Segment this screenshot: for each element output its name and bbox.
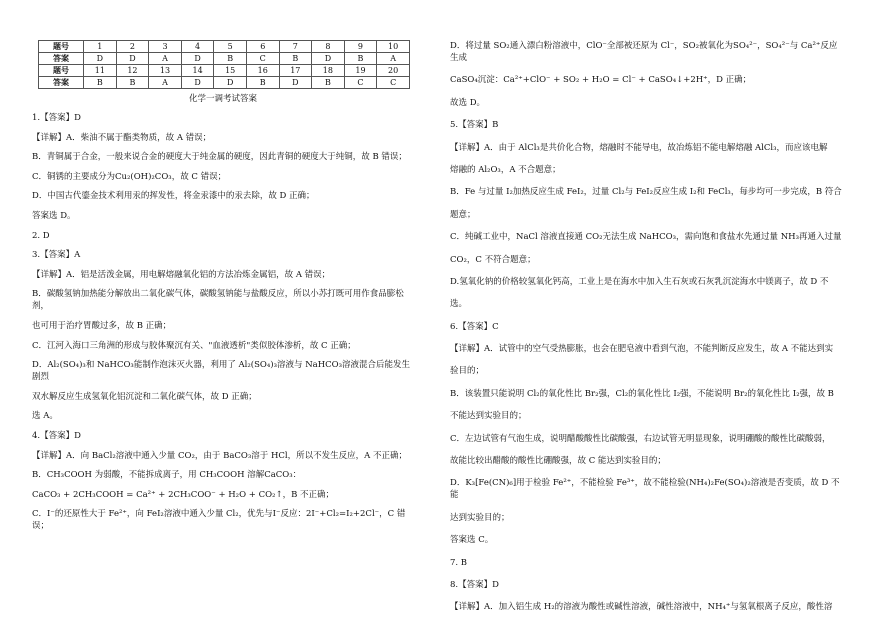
left-column: [32, 40, 414, 540]
text-line: C．I⁻的还原性大于 Fe²⁺，向 FeI₂溶液中通入少量 Cl₂，优先与I⁻反应：2I⁻+Cl₂=I₂+2Cl⁻，C 错误；: [32, 509, 406, 532]
table-cell: 7: [279, 41, 312, 53]
table-cell: B: [344, 53, 377, 65]
text-line: 故能比较出醋酸的酸性比硼酸强，故 C 能达到实验目的；: [450, 456, 666, 467]
text-line: C．江河入海口三角洲的形成与胶体聚沉有关、"血液透析"类似胶体渗析，故 C 正确；: [32, 340, 356, 351]
table-header-cell: 题号: [39, 41, 84, 53]
text-line: 3.【答案】A: [32, 250, 81, 261]
table-cell: D: [279, 77, 312, 89]
text-line: 【详解】A．加入铝生成 H₂的溶液为酸性或碱性溶液，碱性溶液中，NH₄⁺与氢氧根离子反应，酸性溶: [450, 602, 833, 613]
right-column: [450, 40, 842, 624]
text-line: B．碳酸氢钠加热能分解放出二氧化碳气体，碳酸氢钠能与盐酸反应，所以小苏打既可用作食品膨松剂，: [32, 289, 404, 312]
table-cell: 12: [116, 65, 149, 77]
table-cell: 19: [344, 65, 377, 77]
table-cell: B: [312, 77, 345, 89]
table-cell: B: [116, 77, 149, 89]
table-cell: 15: [214, 65, 247, 77]
text-line: 熔融的 Al₂O₃，A 不合题意；: [450, 164, 561, 175]
table-cell: A: [377, 53, 410, 65]
text-line: D．K₃[Fe(CN)₆]用于检验 Fe²⁺，不能检验 Fe³⁺，故不能检验(NH₄)₂Fe(SO₄)₂溶液是否变质，故 D 不能: [450, 478, 840, 501]
table-row: [39, 41, 410, 53]
text-line: 4.【答案】D: [32, 430, 81, 441]
text-line: C．铜锈的主要成分为Cu₂(OH)₂CO₃，故 C 错误；: [32, 171, 227, 182]
text-line: 答案选 C。: [450, 535, 494, 546]
document-caption: 化学一调考试答案: [188, 94, 257, 104]
table-cell: A: [149, 53, 182, 65]
table-row: [39, 77, 410, 89]
table-cell: 16: [246, 65, 279, 77]
table-cell: B: [214, 53, 247, 65]
table-cell: 18: [312, 65, 345, 77]
table-cell: D: [84, 53, 117, 65]
answer-table: [38, 40, 410, 89]
text-line: B．CH₃COOH 为弱酸，不能拆成离子，用 CH₃COOH 溶解CaCO₃：: [32, 470, 302, 481]
text-line: 7. B: [450, 557, 468, 568]
text-line: 【详解】A．试管中的空气受热膨胀，也会在肥皂液中看到气泡，不能判断反应发生，故 A 不能达到实: [450, 344, 834, 355]
table-cell: C: [344, 77, 377, 89]
table-cell: 2: [116, 41, 149, 53]
text-line: C．纯碱工业中，NaCl 溶液直接通 CO₂无法生成 NaHCO₃，需向饱和食盐水先通过量 NH₃再通入过量: [450, 232, 842, 243]
table-cell: A: [149, 77, 182, 89]
text-line: 6.【答案】C: [450, 321, 499, 332]
table-cell: 11: [84, 65, 117, 77]
text-line: 故选 D。: [450, 97, 486, 108]
table-cell: D: [312, 53, 345, 65]
table-cell: 17: [279, 65, 312, 77]
text-line: 1.【答案】D: [32, 113, 81, 123]
left-text-body: [32, 112, 414, 532]
table-cell: B: [246, 77, 279, 89]
table-cell: 14: [181, 65, 214, 77]
table-cell: 4: [181, 41, 214, 53]
text-line: CaSO₄沉淀：Ca²⁺+ClO⁻ + SO₂ + H₂O = Cl⁻ + CaSO₄↓+2H⁺，D 正确；: [450, 75, 752, 86]
table-header-cell: 答案: [39, 53, 84, 65]
text-line: 不能达到实验目的；: [450, 411, 527, 422]
table-cell: B: [279, 53, 312, 65]
text-line: 8.【答案】D: [450, 579, 499, 590]
table-cell: 8: [312, 41, 345, 53]
text-line: D．将过量 SO₂通入漂白粉溶液中，ClO⁻全部被还原为 Cl⁻，SO₂被氧化为SO₄²⁻，SO₄²⁻与 Ca²⁺反应生成: [450, 41, 838, 63]
table-cell: B: [84, 77, 117, 89]
text-line: C．左边试管有气泡生成，说明醋酸酸性比碳酸强，右边试管无明显现象，说明硼酸的酸性比碳酸弱，: [450, 433, 831, 444]
table-cell: 9: [344, 41, 377, 53]
table-row: [39, 53, 410, 65]
text-line: 【详解】A．由于 AlCl₃是共价化合物，熔融时不能导电，故冶炼铝不能电解熔融 AlCl₃，而应该电解: [450, 142, 828, 153]
text-line: 【详解】A．柴油不属于酯类物质，故 A 错误；: [32, 132, 212, 143]
table-row: [39, 65, 410, 77]
text-line: 5.【答案】B: [450, 120, 499, 131]
text-line: D．Al₂(SO₄)₃和 NaHCO₃能制作泡沫灭火器，利用了 Al₂(SO₄)₃溶液与 NaHCO₃溶液混合后能发生剧烈: [32, 360, 411, 383]
text-line: B．Fe 与过量 I₂加热反应生成 FeI₂，过量 Cl₂与 FeI₂反应生成 I₂和 FeCl₃，每步均可一步完成，B 符合: [450, 187, 842, 198]
text-line: B．该装置只能说明 Cl₂的氧化性比 Br₂强，Cl₂的氧化性比 I₂强，不能说明 Br₂的氧化性比 I₂强，故 B: [450, 388, 834, 399]
table-cell: 5: [214, 41, 247, 53]
table-cell: 13: [149, 65, 182, 77]
text-line: 题意；: [450, 209, 476, 220]
right-text-body: [450, 40, 842, 613]
text-line: 选。: [450, 299, 468, 310]
text-line: 答案选 D。: [32, 210, 76, 221]
table-cell: C: [377, 77, 410, 89]
text-line: 双水解反应生成氢氧化铝沉淀和二氧化碳气体，故 D 正确；: [32, 391, 257, 402]
table-cell: 10: [377, 41, 410, 53]
text-line: B．青铜属于合金，一般来说合金的硬度大于纯金属的硬度，因此青铜的硬度大于纯铜，故 B 错误；: [32, 152, 407, 163]
table-cell: D: [116, 53, 149, 65]
table-cell: 20: [377, 65, 410, 77]
table-cell: 6: [246, 41, 279, 53]
text-line: 验目的；: [450, 366, 485, 377]
table-header-cell: 答案: [39, 77, 84, 89]
table-cell: C: [246, 53, 279, 65]
text-line: 2. D: [32, 230, 50, 241]
table-cell: D: [181, 77, 214, 89]
text-line: 达到实验目的；: [450, 512, 510, 523]
table-cell: D: [214, 77, 247, 89]
text-line: D．中国古代鎏金技术利用汞的挥发性，将金汞漆中的汞去除，故 D 正确；: [32, 191, 315, 202]
text-line: CaCO₃ + 2CH₃COOH = Ca²⁺ + 2CH₃COO⁻ + H₂O + CO₂↑，B 不正确；: [32, 489, 335, 500]
table-cell: 3: [149, 41, 182, 53]
text-line: 【详解】A．向 BaCl₂溶液中通入少量 CO₂，由于 BaCO₃溶于 HCl，所以不发生反应，A 不正确；: [32, 450, 407, 461]
table-cell: D: [181, 53, 214, 65]
text-line: D.氢氧化钠的价格较氢氧化钙高，工业上是在海水中加入生石灰或石灰乳沉淀海水中镁离子，故 D 不: [450, 276, 829, 287]
text-line: 也可用于治疗胃酸过多，故 B 正确；: [32, 320, 172, 331]
text-line: CO₂，C 不符合题意；: [450, 254, 536, 265]
text-line: 选 A。: [32, 411, 58, 422]
table-header-cell: 题号: [39, 65, 84, 77]
text-line: 【详解】A．铝是活泼金属，用电解熔融氧化铝的方法冶炼金属铝，故 A 错误；: [32, 269, 331, 280]
table-cell: 1: [84, 41, 117, 53]
